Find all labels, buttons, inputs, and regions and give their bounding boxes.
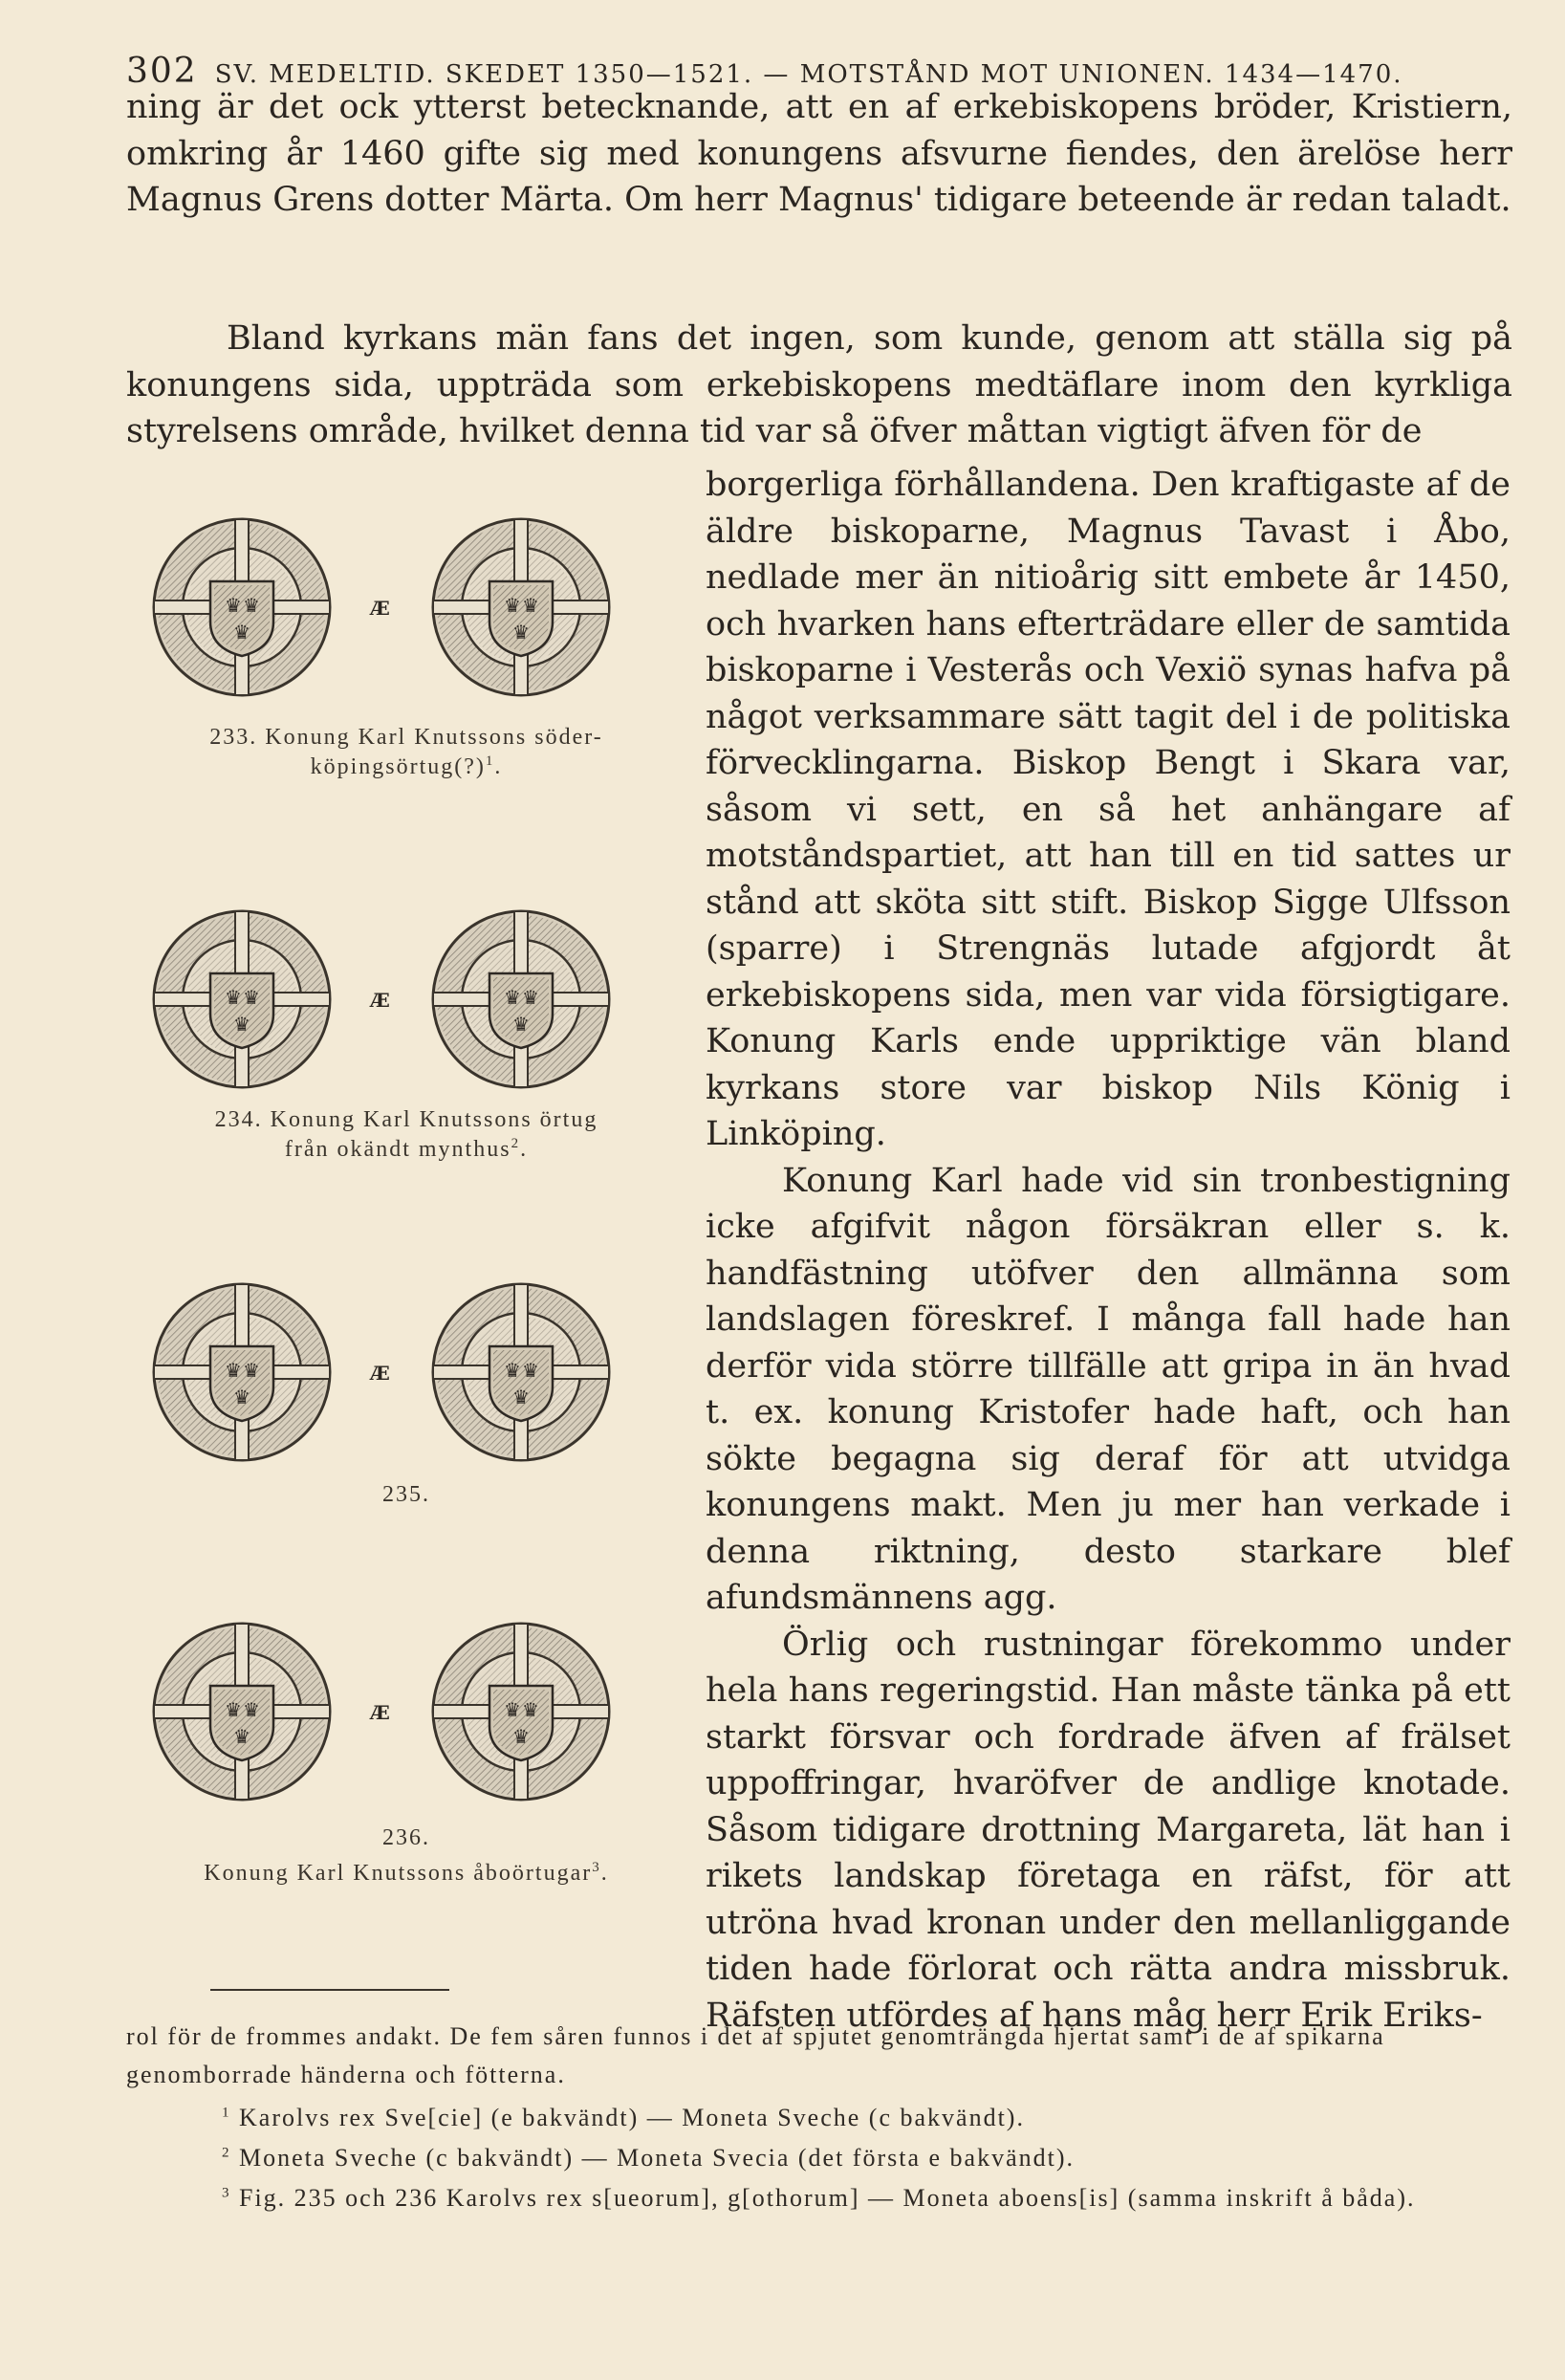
footnote-text: Karolvs rex Sve[cie] (e bakvändt) — Moneta Sveche (c bakvändt). bbox=[239, 2104, 1025, 2131]
paragraph-2-continued: borgerliga förhållandena. Den kraftigaste af de äldre biskoparne, Magnus Tavast i Åbo, nedlade mer än nitioårig sitt embete år 1450, och hvarken hans efterträdare eller de samtida biskoparne i Vesterås och Vexiö synas hafva på något verksammare sätt tagit del i de politiska förvecklingarna. Biskop Bengt i Skara var, såsom vi sett, en så het anhängare af motståndspartiet, att han till en tid sattes ur stånd att sköta sitt stift. Biskop Sigge Ulfsson (sparre) i Strengnäs lutade afgjordt åt erkebiskopens sida, men var vida försigtigare. Konung Karls ende uppriktige vän bland kyrkans store var biskop Nils König i Linköping. bbox=[706, 466, 1511, 1153]
footnote-ref: 1 bbox=[485, 753, 495, 769]
coin-reverse-image bbox=[430, 908, 612, 1090]
figure-caption: Konung Karl Knutssons åboörtugar$^3$. bbox=[204, 1860, 609, 1886]
mint-mark: Æ bbox=[370, 989, 389, 1012]
coin-obverse-image bbox=[151, 908, 333, 1090]
footnote-number: 3 bbox=[222, 2185, 231, 2201]
paragraph-3: Konung Karl hade vid sin tronbestigning icke afgifvit någon försäkran eller s. k. handfästning utöfver den allmänna som landslagen föreskref. I många fall hade han derför vida större tillfälle att gripa in än hvad t. ex. konung Kristofer hade haft, och han sökte begagna sig deraf för att utvidga konungens makt. Men ju mer han verkade i denna riktning, desto starkare blef afundsmännens agg. bbox=[706, 1161, 1511, 1617]
coin-reverse-image bbox=[430, 1621, 612, 1802]
caption-line: 233. Konung Karl Knutssons söder- bbox=[209, 725, 603, 750]
figure-235 bbox=[143, 1281, 669, 1510]
footnote-rule bbox=[210, 1989, 449, 1991]
caption-line: från okändt mynthus$^2$. bbox=[284, 1136, 529, 1162]
footnote-text: Fig. 235 och 236 Karolvs rex s[ueorum], g[othorum] — Moneta aboens[is] (samma inskrift å båda). bbox=[239, 2184, 1416, 2212]
footnote-1 bbox=[126, 2099, 1512, 2137]
coin-obverse-image bbox=[151, 1621, 333, 1802]
coin-reverse-image bbox=[430, 516, 612, 698]
figure-number: 235. bbox=[382, 1482, 430, 1507]
coin-obverse-image bbox=[151, 1281, 333, 1463]
footnote-continued: rol för de frommes andakt. De fem såren funnos i det af spjutet genomträngda hjertat samt i de af spikarna genomborrade händerna och fötterna. bbox=[126, 2022, 1385, 2088]
footnote-number: 1 bbox=[222, 2105, 231, 2121]
mint-mark: Æ bbox=[370, 1362, 389, 1385]
figure-caption bbox=[143, 1105, 669, 1165]
figure-233 bbox=[143, 516, 669, 782]
caption-line: 234. Konung Karl Knutssons örtug bbox=[214, 1107, 598, 1132]
paragraph-1: ning är det ock ytterst betecknande, att en af erkebiskopens bröder, Kristiern, omkring år 1460 gifte sig med konungens afsvurne fiendes, den ärelöse herr Magnus Grens dotter Märta. Om herr Magnus' tidigare beteende är redan taladt. bbox=[126, 88, 1512, 219]
coin-obverse-image bbox=[151, 516, 333, 698]
footnote-text: Moneta Sveche (c bakvändt) — Moneta Svecia (det första e bakvändt). bbox=[239, 2144, 1076, 2172]
footnote-ref: 2 bbox=[511, 1136, 521, 1151]
caption-line: köpingsörtug(?)$^1$. bbox=[310, 753, 503, 779]
figure-number: 236. bbox=[382, 1825, 430, 1850]
footnote-number: 2 bbox=[222, 2145, 231, 2161]
footnote-ref: 3 bbox=[592, 1860, 601, 1875]
caption-text: från okändt mynthus bbox=[284, 1137, 511, 1162]
figure-234 bbox=[143, 908, 669, 1165]
page-number: 302 bbox=[126, 52, 198, 91]
running-title: SV. MEDELTID. SKEDET 1350—1521. — MOTSTÅND MOT UNIONEN. 1434—1470. bbox=[214, 60, 1403, 89]
caption-text: Konung Karl Knutssons åboörtugar bbox=[204, 1861, 593, 1886]
paragraph-2: Bland kyrkans män fans det ingen, som kunde, genom att ställa sig på konungens sida, uppträda som erkebiskopens medtäflare inom den kyrkliga styrelsens område, hvilket denna tid var så öfver måttan vigtigt äfven för de bbox=[126, 319, 1512, 450]
coin-reverse-image bbox=[430, 1281, 612, 1463]
mint-mark: Æ bbox=[370, 597, 389, 620]
caption-text: köpingsörtug(?) bbox=[310, 754, 486, 779]
footnote-2 bbox=[126, 2139, 1512, 2177]
paragraph-4: Örlig och rustningar förekommo under hela hans regeringstid. Han måste tänka på ett starkt försvar och fordrade äfven af frälset uppoffringar, hvaröfver de andlige knotade. Såsom tidigare drottning Margareta, lät han i rikets landskap företaga en räfst, för att utröna hvad kronan under den mellanliggande tiden hade förlorat och rätta andra missbruk. Räfsten utfördes af hans måg herr Erik Eriks- bbox=[706, 1625, 1511, 2035]
mint-mark: Æ bbox=[370, 1701, 389, 1724]
right-text-column bbox=[706, 462, 1511, 2039]
figure-caption bbox=[143, 723, 669, 782]
footnote-3 bbox=[126, 2179, 1512, 2217]
figure-236 bbox=[143, 1621, 669, 1889]
